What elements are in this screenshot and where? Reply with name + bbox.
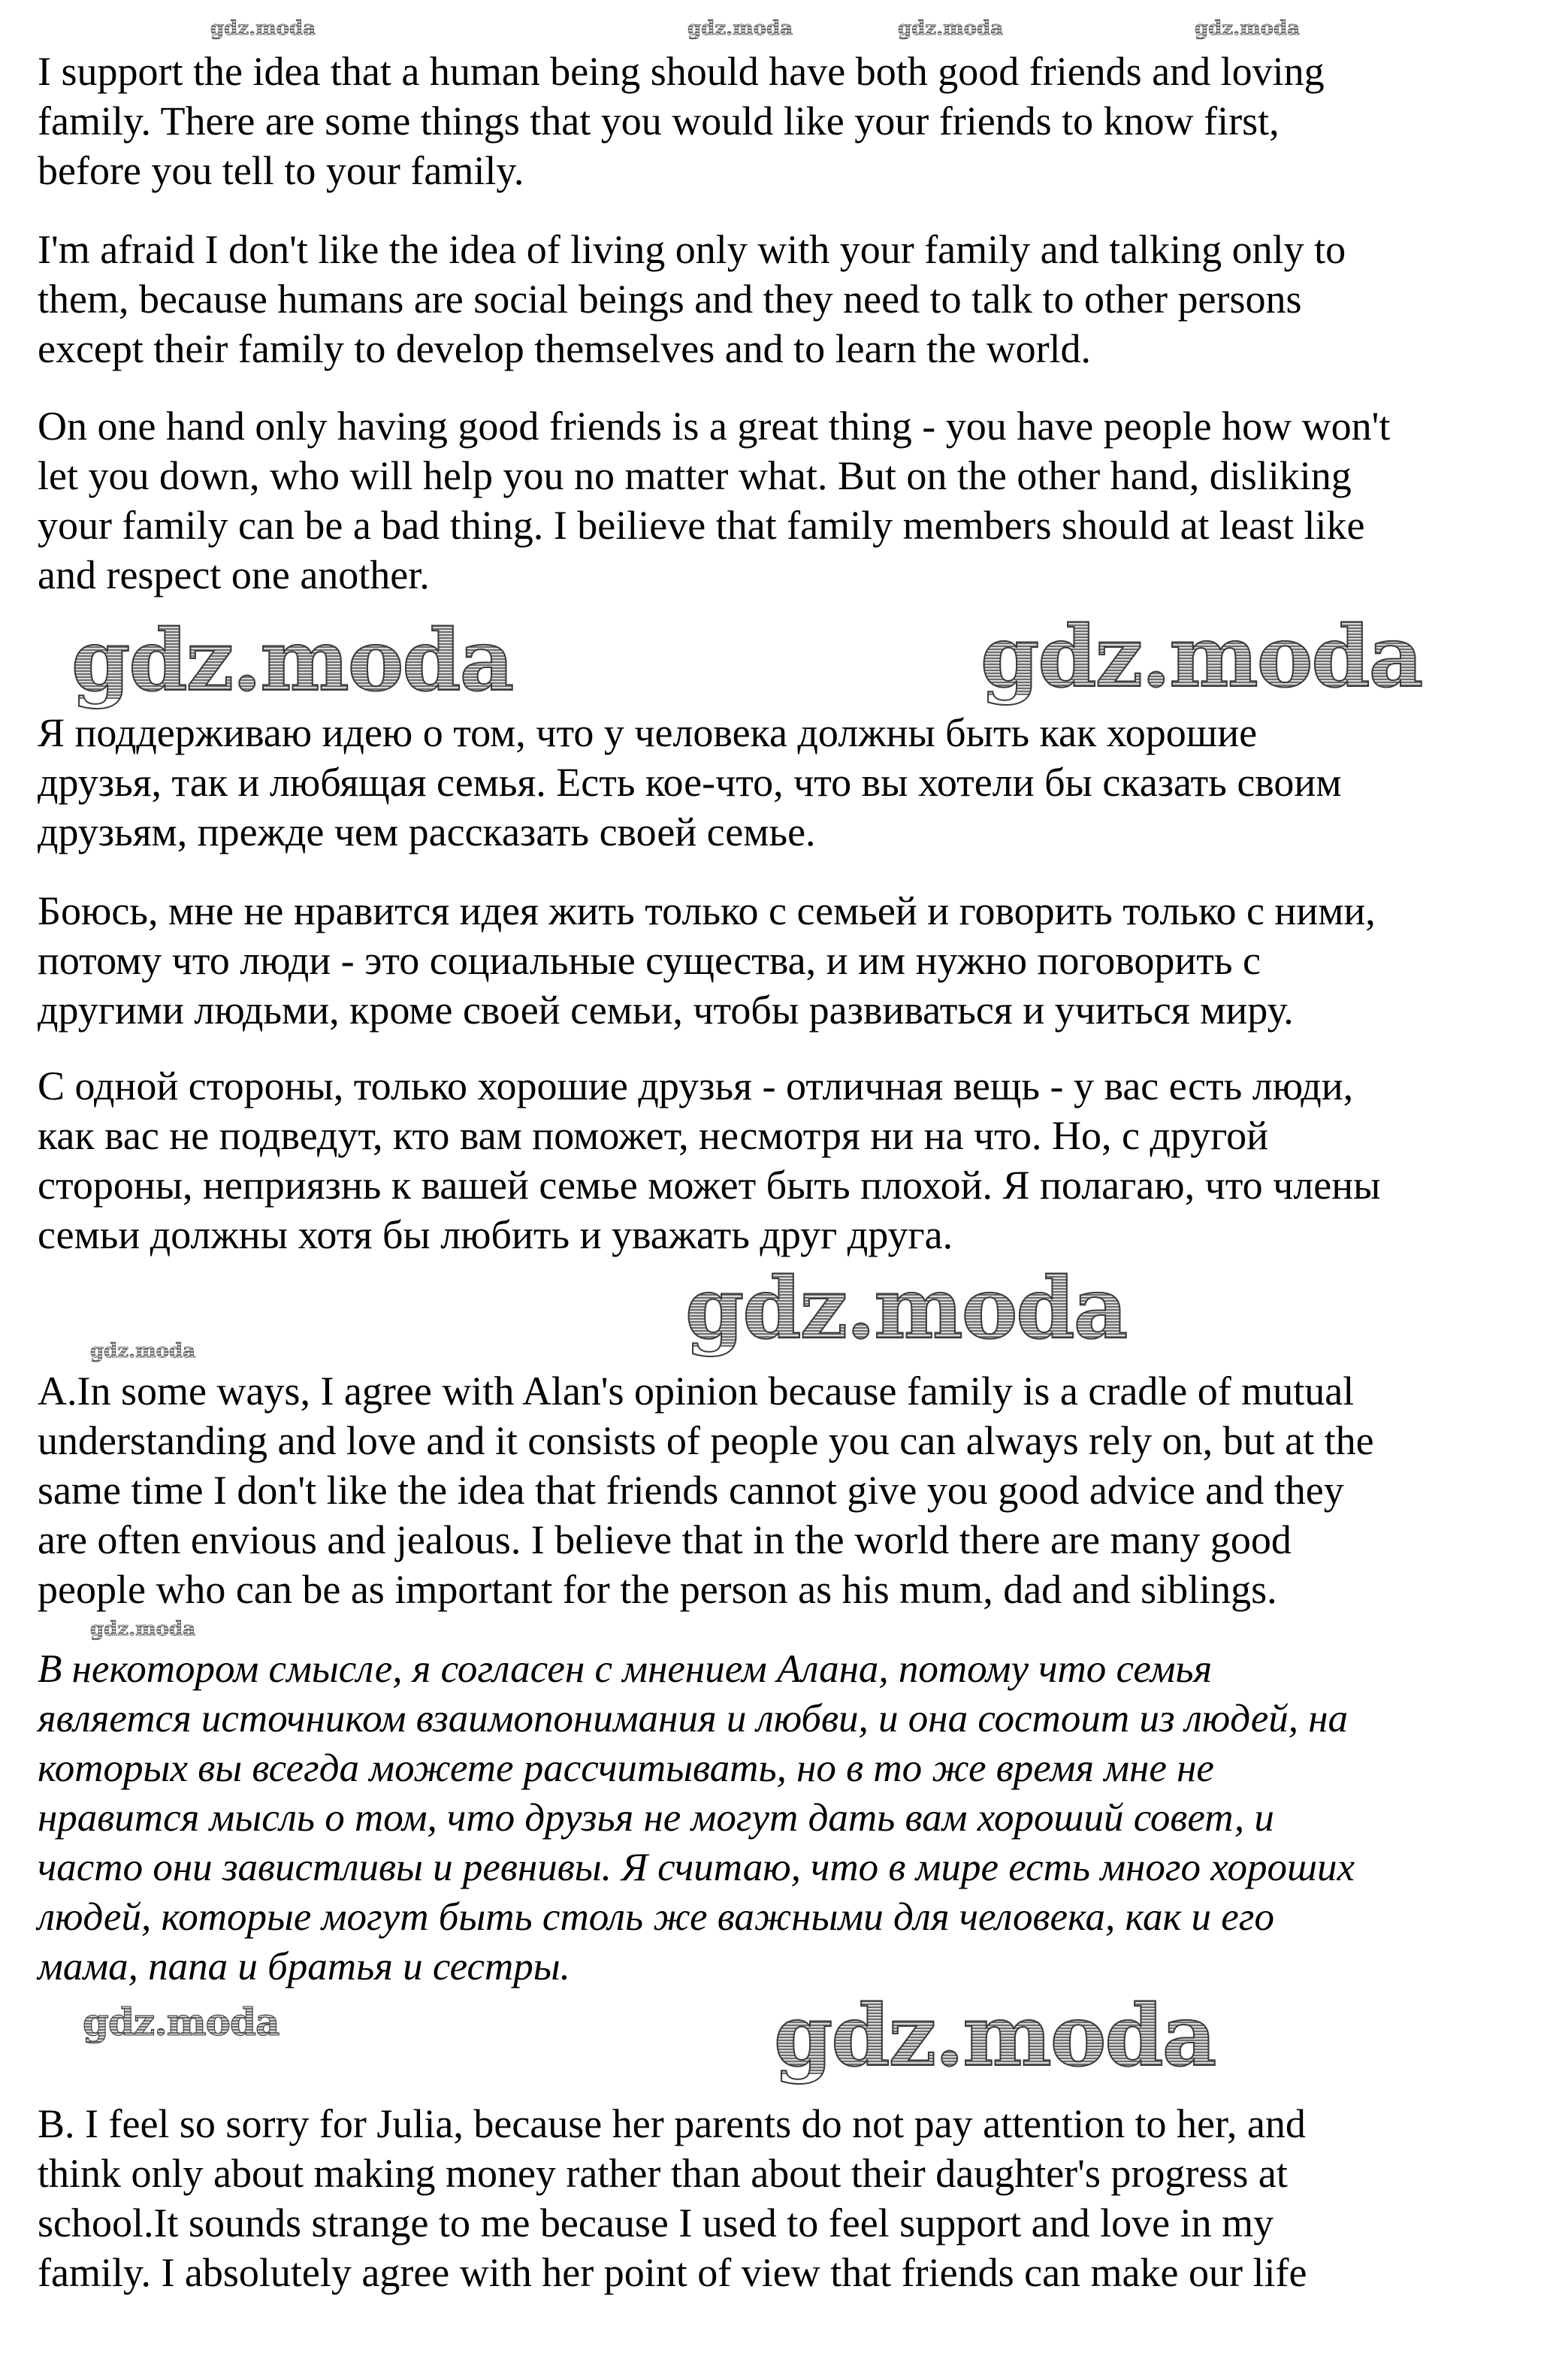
text-line: С одной стороны, только хорошие друзья - отличная вещь - у вас есть люди, bbox=[38, 1063, 1354, 1108]
watermark: gdz.moda bbox=[980, 608, 1422, 706]
paragraph-2 bbox=[38, 225, 1346, 373]
text-line: является источником взаимопонимания и любви, и она состоит из людей, на bbox=[38, 1697, 1349, 1740]
text-line: как вас не подведут, кто вам поможет, несмотря ни на что. Но, с другой bbox=[38, 1113, 1268, 1158]
text-line: другими людьми, кроме своей семьи, чтобы развиваться и учиться миру. bbox=[38, 987, 1294, 1033]
paragraph-a-translation bbox=[38, 1644, 1355, 1991]
text-line: and respect one another. bbox=[38, 552, 430, 597]
text-line: same time I don't like the idea that friends cannot give you good advice and they bbox=[38, 1468, 1344, 1513]
text-line: которых вы всегда можете рассчитывать, но в то же время мне не bbox=[38, 1746, 1214, 1790]
text-line: them, because humans are social beings and they need to talk to other persons bbox=[38, 277, 1302, 322]
text-line: стороны, неприязнь к вашей семье может быть плохой. Я полагаю, что члены bbox=[38, 1163, 1381, 1208]
text-line: B. I feel so sorry for Julia, because her parents do not pay attention to her, and bbox=[38, 2101, 1306, 2146]
paragraph-4 bbox=[38, 708, 1342, 857]
text-line: друзьям, прежде чем рассказать своей семье. bbox=[38, 809, 816, 854]
paragraph-a bbox=[38, 1366, 1374, 1614]
watermark: gdz.moda bbox=[210, 17, 316, 40]
watermark: gdz.moda bbox=[898, 17, 1004, 40]
text-line: school.It sounds strange to me because I used to feel support and love in my bbox=[38, 2200, 1274, 2245]
text-line: людей, которые могут быть столь же важными для человека, как и его bbox=[38, 1895, 1274, 1939]
text-line: except their family to develop themselves and to learn the world. bbox=[38, 326, 1092, 371]
paragraph-1 bbox=[38, 47, 1325, 195]
paragraph-5 bbox=[38, 886, 1376, 1035]
text-line: друзья, так и любящая семья. Есть кое-что, что вы хотели бы сказать своим bbox=[38, 760, 1342, 805]
text-line: think only about making money rather than about their daughter's progress at bbox=[38, 2151, 1288, 2196]
text-line: потому что люди - это социальные существа, и им нужно поговорить с bbox=[38, 938, 1261, 983]
text-line: A.In some ways, I agree with Alan's opinion because family is a cradle of mutual bbox=[38, 1368, 1355, 1414]
text-line: family. There are some things that you would like your friends to know first, bbox=[38, 98, 1280, 144]
watermark: gdz.moda bbox=[90, 1340, 196, 1362]
text-line: let you down, who will help you no matter what. But on the other hand, disliking bbox=[38, 453, 1352, 498]
text-line: Я поддерживаю идею о том, что у человека должны быть как хорошие bbox=[38, 710, 1258, 755]
paragraph-b bbox=[38, 2099, 1307, 2297]
paragraph-6 bbox=[38, 1061, 1380, 1260]
text-line: семьи должны хотя бы любить и уважать друг друга. bbox=[38, 1212, 953, 1257]
text-line: I support the idea that a human being should have both good friends and loving bbox=[38, 49, 1325, 94]
text-line: your family can be a bad thing. I beilieve that family members should at least like bbox=[38, 503, 1365, 548]
text-line: before you tell to your family. bbox=[38, 148, 524, 193]
text-line: On one hand only having good friends is a great thing - you have people how won't bbox=[38, 404, 1391, 449]
watermark: gdz.moda bbox=[83, 2000, 279, 2044]
text-line: are often envious and jealous. I believe that in the world there are many good bbox=[38, 1517, 1292, 1562]
text-line: understanding and love and it consists of people you can always rely on, but at the bbox=[38, 1418, 1374, 1463]
paragraph-3 bbox=[38, 401, 1390, 600]
text-line: family. I absolutely agree with her point of view that friends can make our life bbox=[38, 2250, 1307, 2295]
text-line: I'm afraid I don't like the idea of living only with your family and talking only to bbox=[38, 227, 1346, 272]
text-line: Боюсь, мне не нравится идея жить только с семьей и говорить только с ними, bbox=[38, 888, 1376, 933]
text-line: В некотором смысле, я согласен с мнением Алана, потому что семья bbox=[38, 1647, 1213, 1691]
watermark: gdz.moda bbox=[774, 1987, 1216, 2085]
text-line: мама, папа и братья и сестры. bbox=[38, 1945, 570, 1988]
watermark: gdz.moda bbox=[1195, 17, 1301, 40]
watermark: gdz.moda bbox=[71, 612, 513, 710]
text-line: нравится мысль о том, что друзья не могут дать вам хороший совет, и bbox=[38, 1796, 1274, 1840]
text-line: часто они завистливы и ревнивы. Я считаю, что в мире есть много хороших bbox=[38, 1846, 1355, 1889]
watermark: gdz.moda bbox=[687, 17, 793, 40]
text-line: people who can be as important for the person as his mum, dad and siblings. bbox=[38, 1567, 1277, 1612]
watermark: gdz.moda bbox=[90, 1618, 196, 1641]
watermark: gdz.moda bbox=[685, 1260, 1127, 1358]
